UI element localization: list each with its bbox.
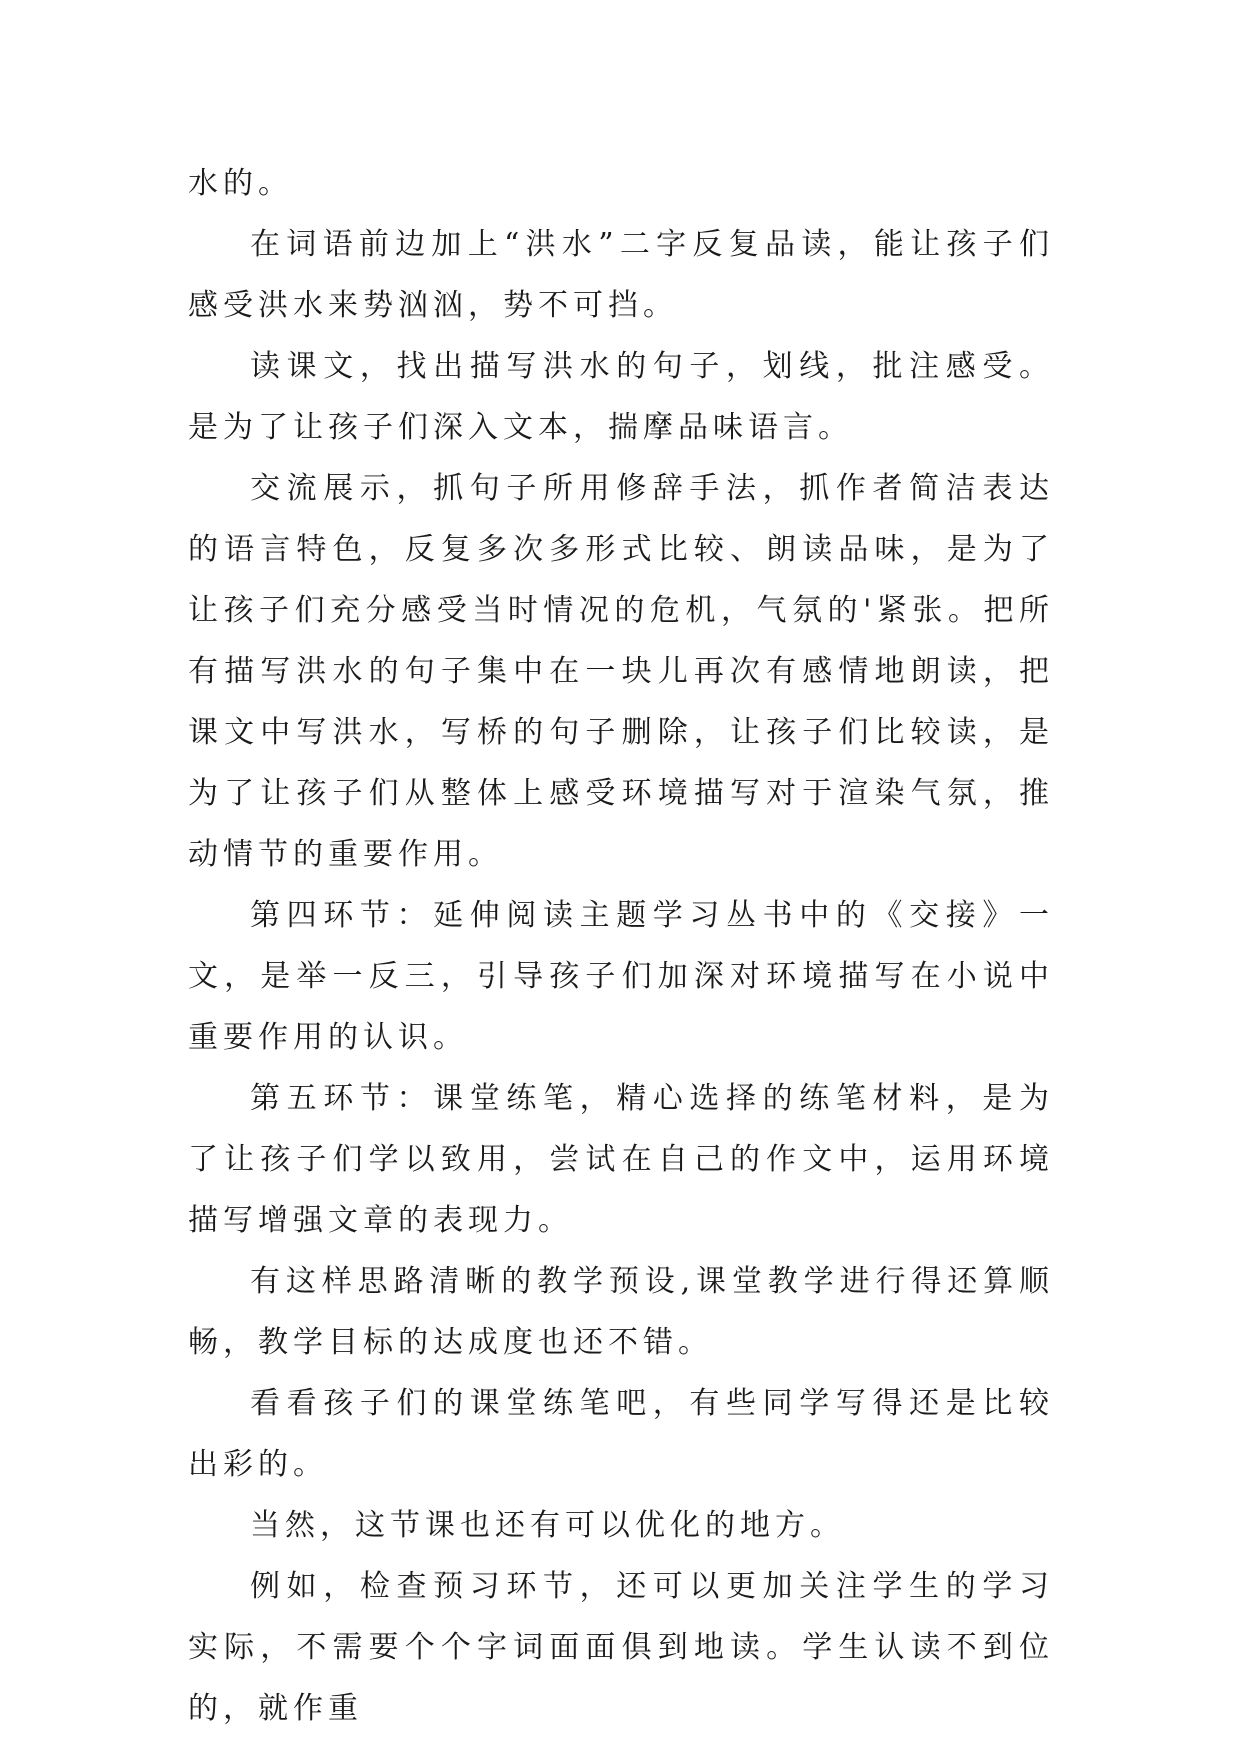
paragraph-continuation: 水的。 — [188, 166, 293, 201]
paragraph: 看看孩子们的课堂练笔吧，有些同学写得还是比较出彩的。 — [188, 1386, 1054, 1482]
paragraph: 第四环节：延伸阅读主题学习丛书中的《交接》一文，是举一反三，引导孩子们加深对环境描写在小说中重要作用的认识。 — [188, 898, 1054, 1055]
paragraph: 有这样思路清晰的教学预设,课堂教学进行得还算顺畅，教学目标的达成度也还不错。 — [188, 1264, 1054, 1360]
body-text — [188, 153, 1054, 1739]
paragraph: 例如，检查预习环节，还可以更加关注学生的学习实际，不需要个个字词面面俱到地读。学生认读不到位的，就作重 — [188, 1569, 1054, 1726]
paragraph: 第五环节：课堂练笔，精心选择的练笔材料，是为了让孩子们学以致用，尝试在自己的作文中，运用环境描写增强文章的表现力。 — [188, 1081, 1054, 1238]
paragraph: 读课文，找出描写洪水的句子，划线，批注感受。是为了让孩子们深入文本，揣摩品味语言。 — [188, 349, 1054, 445]
paragraph: 在词语前边加上“洪水”二字反复品读，能让孩子们感受洪水来势汹汹，势不可挡。 — [188, 227, 1054, 323]
paragraph: 交流展示，抓句子所用修辞手法，抓作者简洁表达的语言特色，反复多次多形式比较、朗读品味，是为了让孩子们充分感受当时情况的危机，气氛的'紧张。把所有描写洪水的句子集中在一块儿再次有感情地朗读，把课文中写洪水，写桥的句子删除，让孩子们比较读，是为了让孩子们从整体上感受环境描写对于渲染气氛，推动情节的重要作用。 — [188, 471, 1054, 872]
paragraph: 当然，这节课也还有可以优化的地方。 — [250, 1508, 845, 1543]
